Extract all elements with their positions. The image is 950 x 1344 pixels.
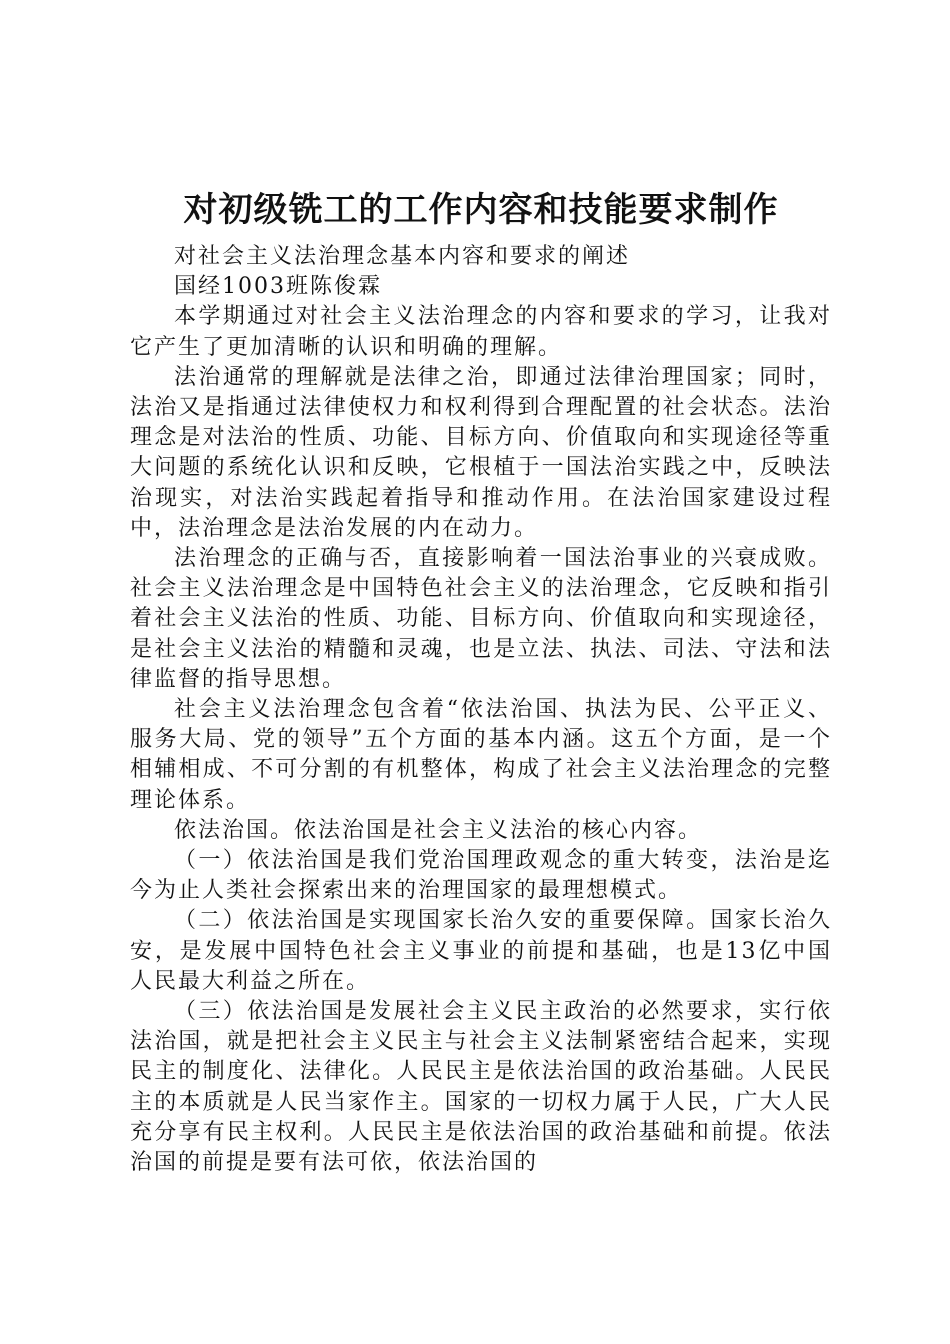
document-title: 对初级铣工的工作内容和技能要求制作 <box>183 190 779 230</box>
body-paragraph: 本学期通过对社会主义法治理念的内容和要求的学习，让我对它产生了更加清晰的认识和明确的理解。 <box>130 304 832 360</box>
body-paragraph: 社会主义法治理念包含着“依法治国、执法为民、公平正义、服务大局、党的领导”五个方面的基本内涵。这五个方面，是一个相辅相成、不可分割的有机整体，构成了社会主义法治理念的完整理论体系。 <box>130 697 832 813</box>
body-paragraph: （三）依法治国是发展社会主义民主政治的必然要求，实行依法治国，就是把社会主义民主与社会主义法制紧密结合起来，实现民主的制度化、法律化。人民民主是依法治国的政治基础。人民民主的本质就是人民当家作主。国家的一切权力属于人民，广大人民充分享有民主权利。人民民主是依法治国的政治基础和前提。依法治国的前提是要有法可依，依法治国的 <box>130 999 832 1176</box>
author-line: 国经1003班陈俊霖 <box>174 274 382 300</box>
body-paragraph: （二）依法治国是实现国家长治久安的重要保障。国家长治久安，是发展中国特色社会主义事业的前提和基础，也是13亿中国人民最大利益之所在。 <box>130 908 832 994</box>
document-page <box>130 188 832 1178</box>
body-paragraph: （一）依法治国是我们党治国理政观念的重大转变，法治是迄今为止人类社会探索出来的治理国家的最理想模式。 <box>130 848 832 904</box>
body-paragraph: 法治通常的理解就是法律之治，即通过法律治理国家；同时，法治又是指通过法律使权力和权利得到合理配置的社会状态。法治理念是对法治的性质、功能、目标方向、价值取向和实现途径等重大问题的系统化认识和反映，它根植于一国法治实践之中，反映法治现实，对法治实践起着指导和推动作用。在法治国家建设过程中，法治理念是法治发展的内在动力。 <box>130 364 832 541</box>
subtitle-line: 对社会主义法治理念基本内容和要求的阐述 <box>174 244 631 269</box>
body-paragraph: 法治理念的正确与否，直接影响着一国法治事业的兴衰成败。社会主义法治理念是中国特色社会主义的法治理念，它反映和指引着社会主义法治的性质、功能、目标方向、价值取向和实现途径，是社会主义法治的精髓和灵魂，也是立法、执法、司法、守法和法律监督的指导思想。 <box>130 546 832 692</box>
body-paragraph: 依法治国。依法治国是社会主义法治的核心内容。 <box>174 817 703 843</box>
